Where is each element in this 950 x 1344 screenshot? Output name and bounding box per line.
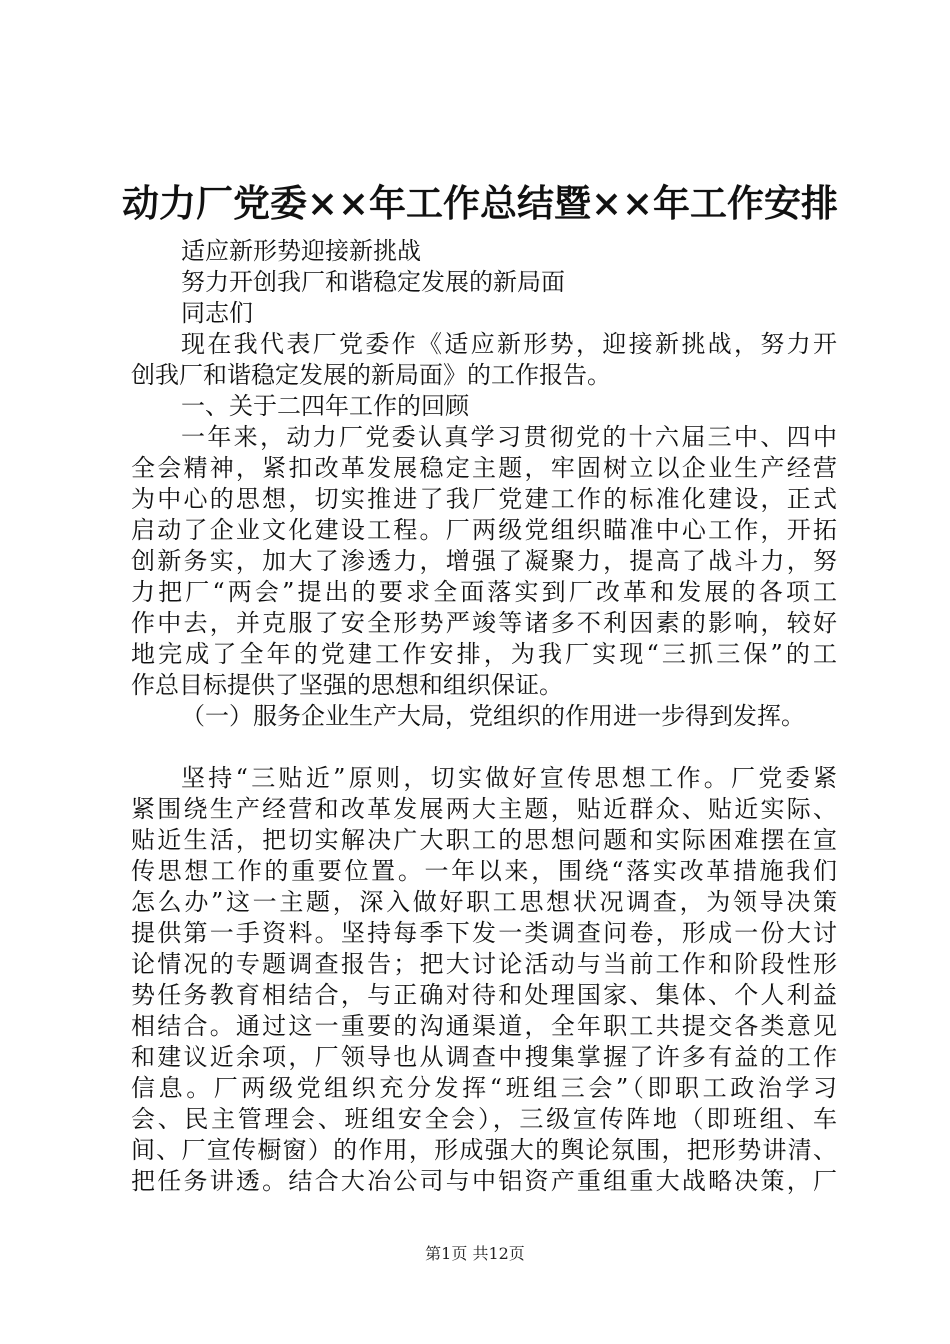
text-line: 怎么办”这一主题，深入做好职工思想状况调查，为领导决策 bbox=[131, 888, 837, 916]
text-line: 论情况的专题调查报告；把大讨论活动与当前工作和阶段性形 bbox=[131, 950, 837, 978]
text-line: 一年来，动力厂党委认真学习贯彻党的十六届三中、四中 bbox=[181, 423, 837, 451]
text-line: 创我厂和谐稳定发展的新局面》的工作报告。 bbox=[131, 361, 611, 389]
document-title: 动力厂党委××年工作总结暨××年工作安排 bbox=[121, 181, 838, 225]
text-line: 为中心的思想，切实推进了我厂党建工作的标准化建设，正式 bbox=[131, 485, 837, 513]
text-line: 作总目标提供了坚强的思想和组织保证。 bbox=[131, 671, 563, 699]
text-line: 同志们 bbox=[181, 299, 253, 327]
text-line: 启动了企业文化建设工程。厂两级党组织瞄准中心工作，开拓 bbox=[131, 516, 837, 544]
text-line: 间、厂宣传橱窗）的作用，形成强大的舆论氛围，把形势讲清、 bbox=[131, 1136, 837, 1164]
text-line: 创新务实，加大了渗透力，增强了凝聚力，提高了战斗力，努 bbox=[131, 547, 837, 575]
text-line: 传思想工作的重要位置。一年以来，围绕“落实改革措施我们 bbox=[131, 857, 837, 885]
text-line: 信息。厂两级党组织充分发挥“班组三会”（即职工政治学习 bbox=[131, 1074, 837, 1102]
text-line: 地完成了全年的党建工作安排，为我厂实现“三抓三保”的工 bbox=[131, 640, 837, 668]
page-footer: 第1页 共12页 bbox=[425, 1244, 525, 1263]
document-body bbox=[131, 236, 837, 1197]
text-line: 紧围绕生产经营和改革发展两大主题，贴近群众、贴近实际、 bbox=[131, 795, 837, 823]
text-line: 全会精神，紧扣改革发展稳定主题，牢固树立以企业生产经营 bbox=[131, 454, 837, 482]
text-line: 和建议近余项，厂领导也从调查中搜集掌握了许多有益的工作 bbox=[131, 1043, 837, 1071]
text-line: 力把厂“两会”提出的要求全面落实到厂改革和发展的各项工 bbox=[131, 578, 837, 606]
text-line: 现在我代表厂党委作《适应新形势，迎接新挑战，努力开 bbox=[181, 330, 837, 358]
text-line: 会、民主管理会、班组安全会），三级宣传阵地（即班组、车 bbox=[131, 1105, 837, 1133]
text-line: 相结合。通过这一重要的沟通渠道，全年职工共提交各类意见 bbox=[131, 1012, 837, 1040]
text-line: 作中去，并克服了安全形势严竣等诸多不利因素的影响，较好 bbox=[131, 609, 837, 637]
text-line: 努力开创我厂和谐稳定发展的新局面 bbox=[181, 268, 565, 296]
text-line: 提供第一手资料。坚持每季下发一类调查问卷，形成一份大讨 bbox=[131, 919, 837, 947]
text-line: 势任务教育相结合，与正确对待和处理国家、集体、个人利益 bbox=[131, 981, 837, 1009]
text-line: 把任务讲透。结合大冶公司与中铝资产重组重大战略决策，厂 bbox=[131, 1167, 837, 1195]
text-line: 适应新形势迎接新挑战 bbox=[181, 237, 421, 265]
text-line: 一、关于二四年工作的回顾 bbox=[181, 392, 469, 420]
blank-line bbox=[131, 732, 837, 763]
text-line: 坚持“三贴近”原则，切实做好宣传思想工作。厂党委紧 bbox=[181, 764, 837, 792]
text-line: 贴近生活，把切实解决广大职工的思想问题和实际困难摆在宣 bbox=[131, 826, 837, 854]
text-line: （一）服务企业生产大局，党组织的作用进一步得到发挥。 bbox=[181, 702, 805, 730]
